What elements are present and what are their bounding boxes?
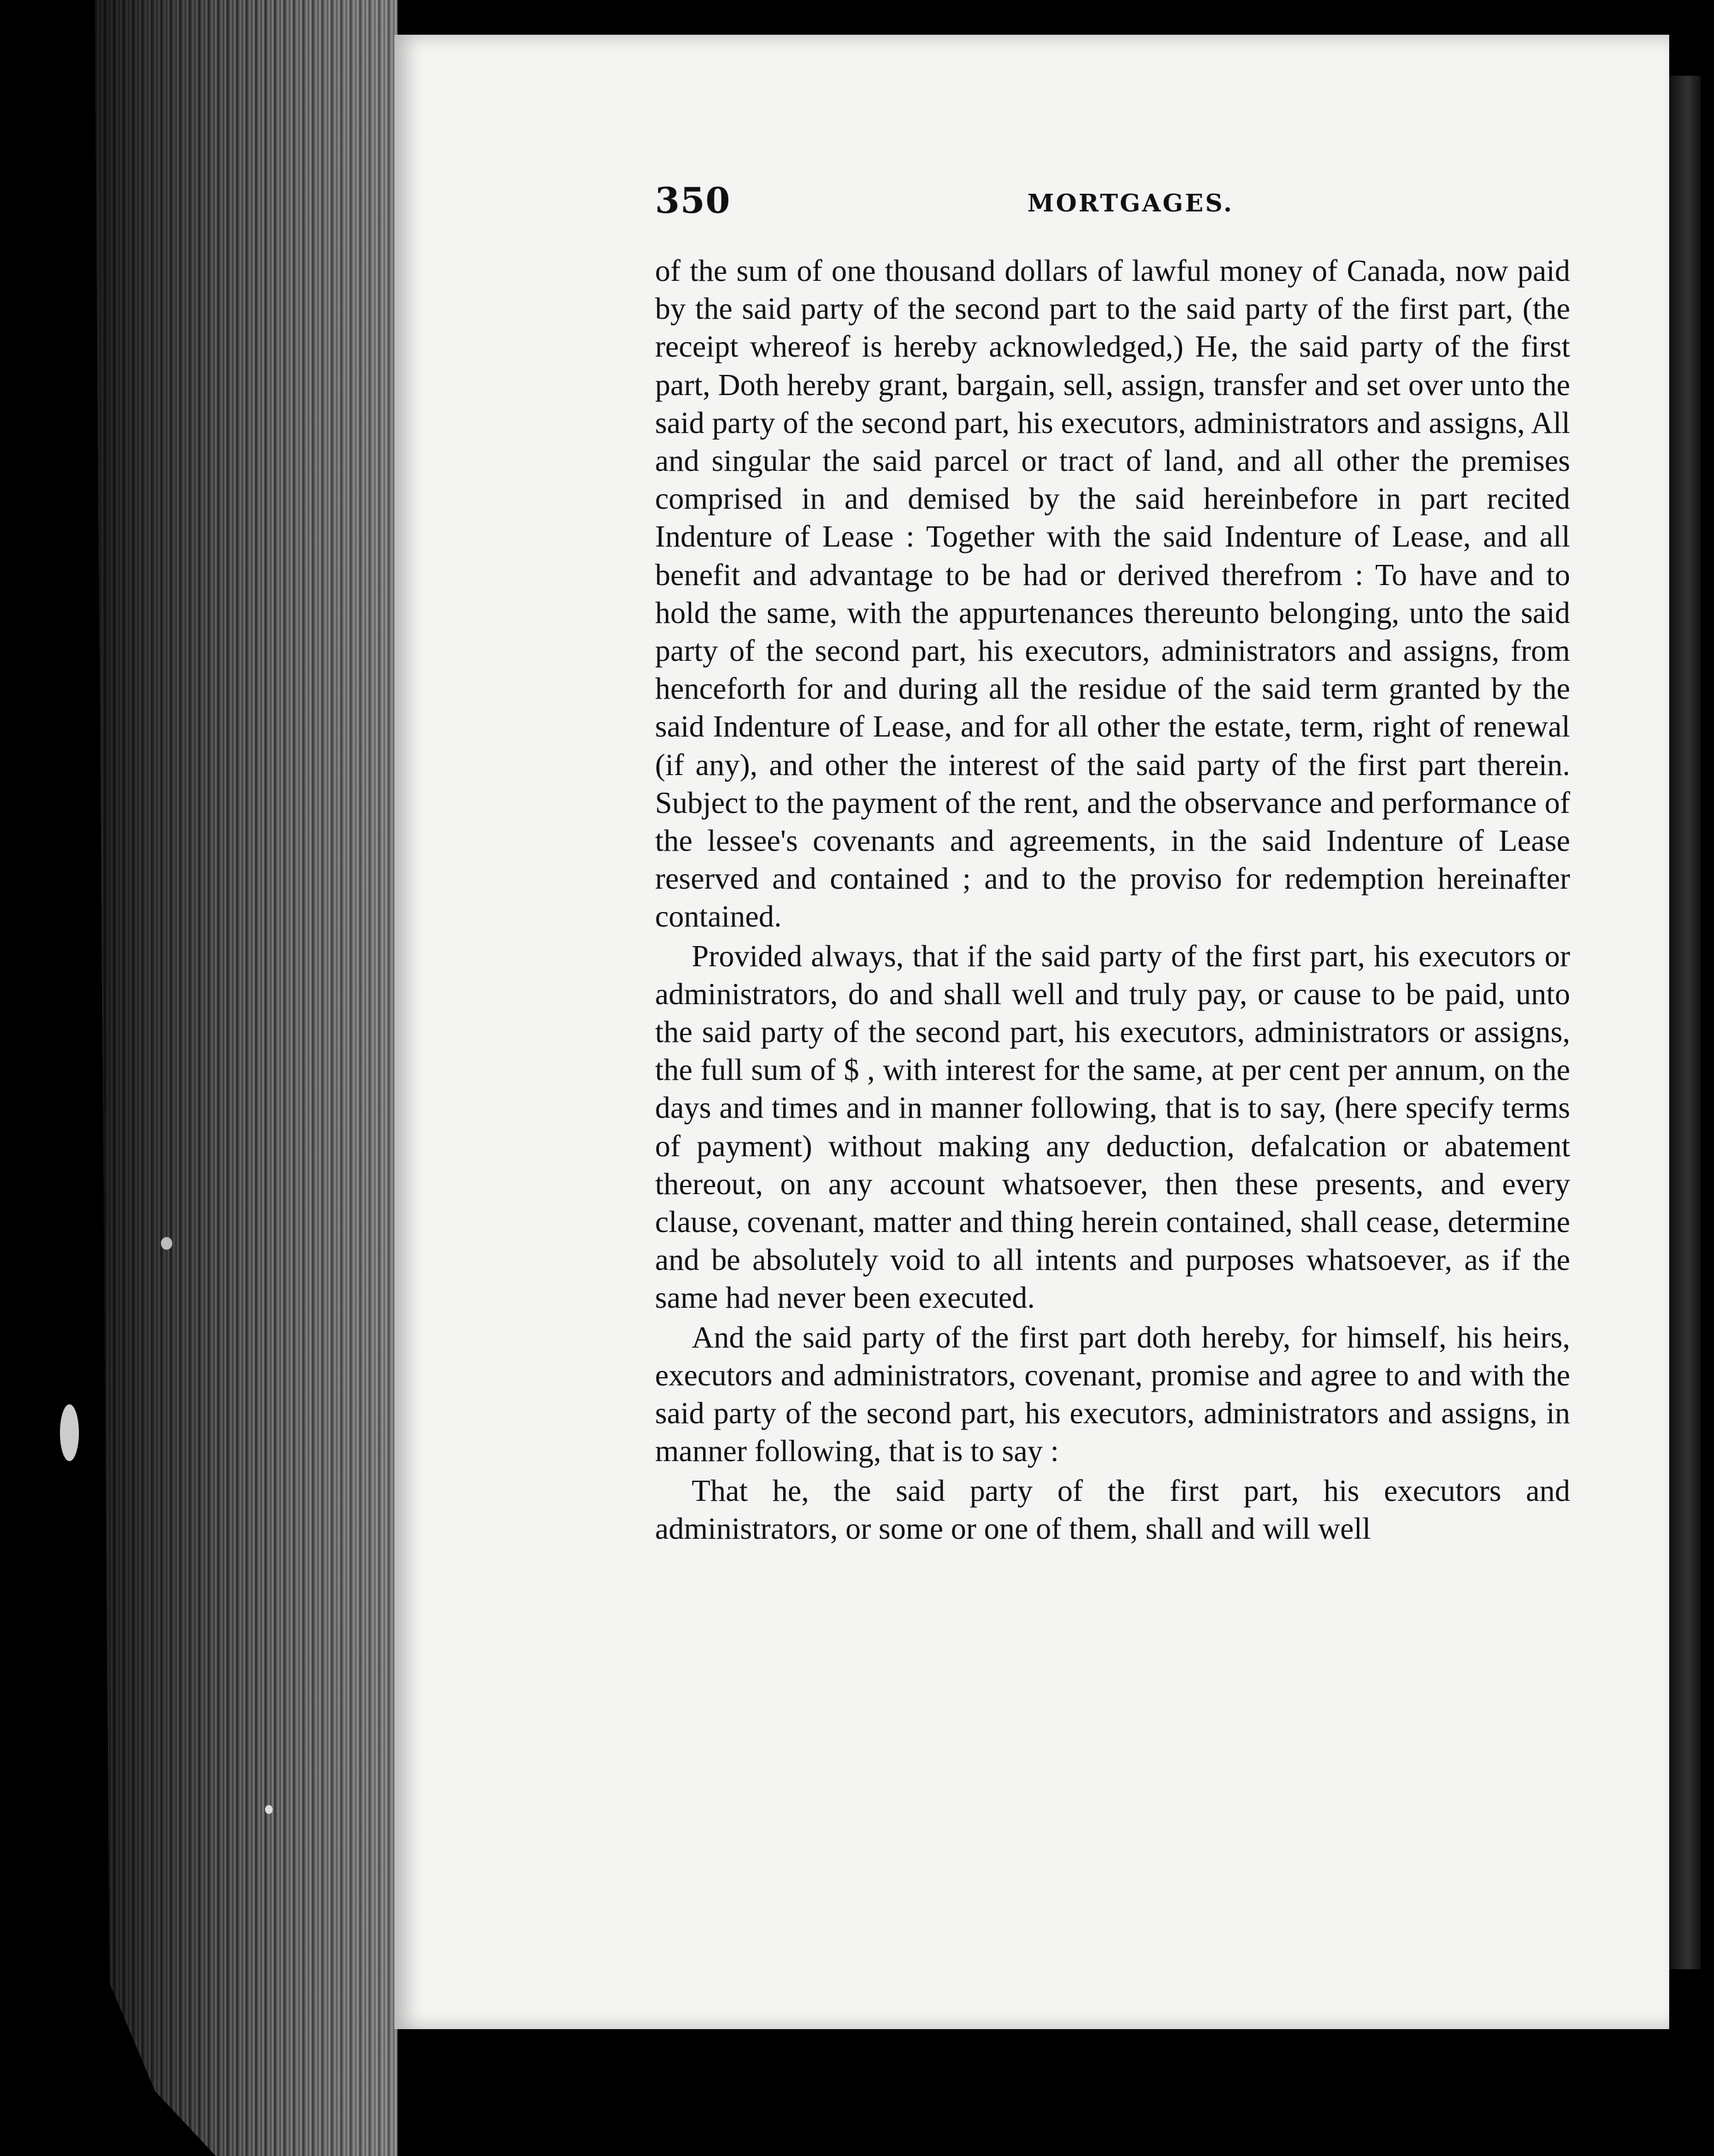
page-number: 350 bbox=[655, 180, 731, 222]
paragraph-4: That he, the said party of the first part, his executors and administrators, or some or one of them, shall and will well bbox=[655, 1474, 1570, 1546]
body-text bbox=[655, 252, 1570, 1548]
page-edges-shadow bbox=[95, 0, 398, 2156]
paragraph-1: of the sum of one thousand dollars of lawful money of Canada, now paid by the said party of the second part to the said party of the first part, (the receipt whereof is hereby acknowledged,) He, the said party of the first part, Doth hereby grant, bargain, sell, assign, transfer and set over unto the said party of the second part, his executors, administrators and assigns, All and singular the said parcel or tract of land, and all other the premises comprised in and demised by the said hereinbefore in part recited Indenture of Lease : Together with the said Indenture of Lease, and all benefit and advantage to be had or derived therefrom : To have and to hold the same, with the appurtenances thereunto belonging, unto the said party of the second part, his executors, administrators and assigns, from henceforth for and during all the residue of the said term granted by the said Indenture of Lease, and for all other the estate, term, right of renewal (if any), and other the interest of the said party of the first part therein. Subject to the payment of the rent, and the observance and performance of the lessee's covenants and agreements, in the said Indenture of Lease reserved and contained ; and to the proviso for redemption hereinafter contained. bbox=[655, 254, 1570, 934]
running-head: MORTGAGES. bbox=[1027, 189, 1234, 217]
facing-page-edge bbox=[1669, 76, 1701, 1969]
scan-speck bbox=[265, 1805, 273, 1814]
scan-speck bbox=[60, 1404, 79, 1461]
paragraph-3: And the said party of the first part doth hereby, for himself, his heirs, executors and administrators, covenant, promise and agree to and with the said party of the second part, his executors, administrators and assigns, in manner following, that is to say : bbox=[655, 1320, 1570, 1469]
page-header bbox=[655, 180, 1570, 224]
scan-speck bbox=[161, 1237, 172, 1250]
paragraph-2: Provided always, that if the said party of the first part, his executors or administrators, do and shall well and truly pay, or cause to be paid, unto the said party of the second part, his executors, administrators or assigns, the full sum of $ , with interest for the same, at per cent per annum, on the days and times and in manner following, that is to say, (here specify terms of payment) without making any deduction, defalcation or abatement thereout, on any account whatsoever, then these presents, and every clause, covenant, matter and thing herein contained, shall cease, determine and be absolutely void to all intents and purposes whatsoever, as if the same had never been executed. bbox=[655, 939, 1570, 1315]
